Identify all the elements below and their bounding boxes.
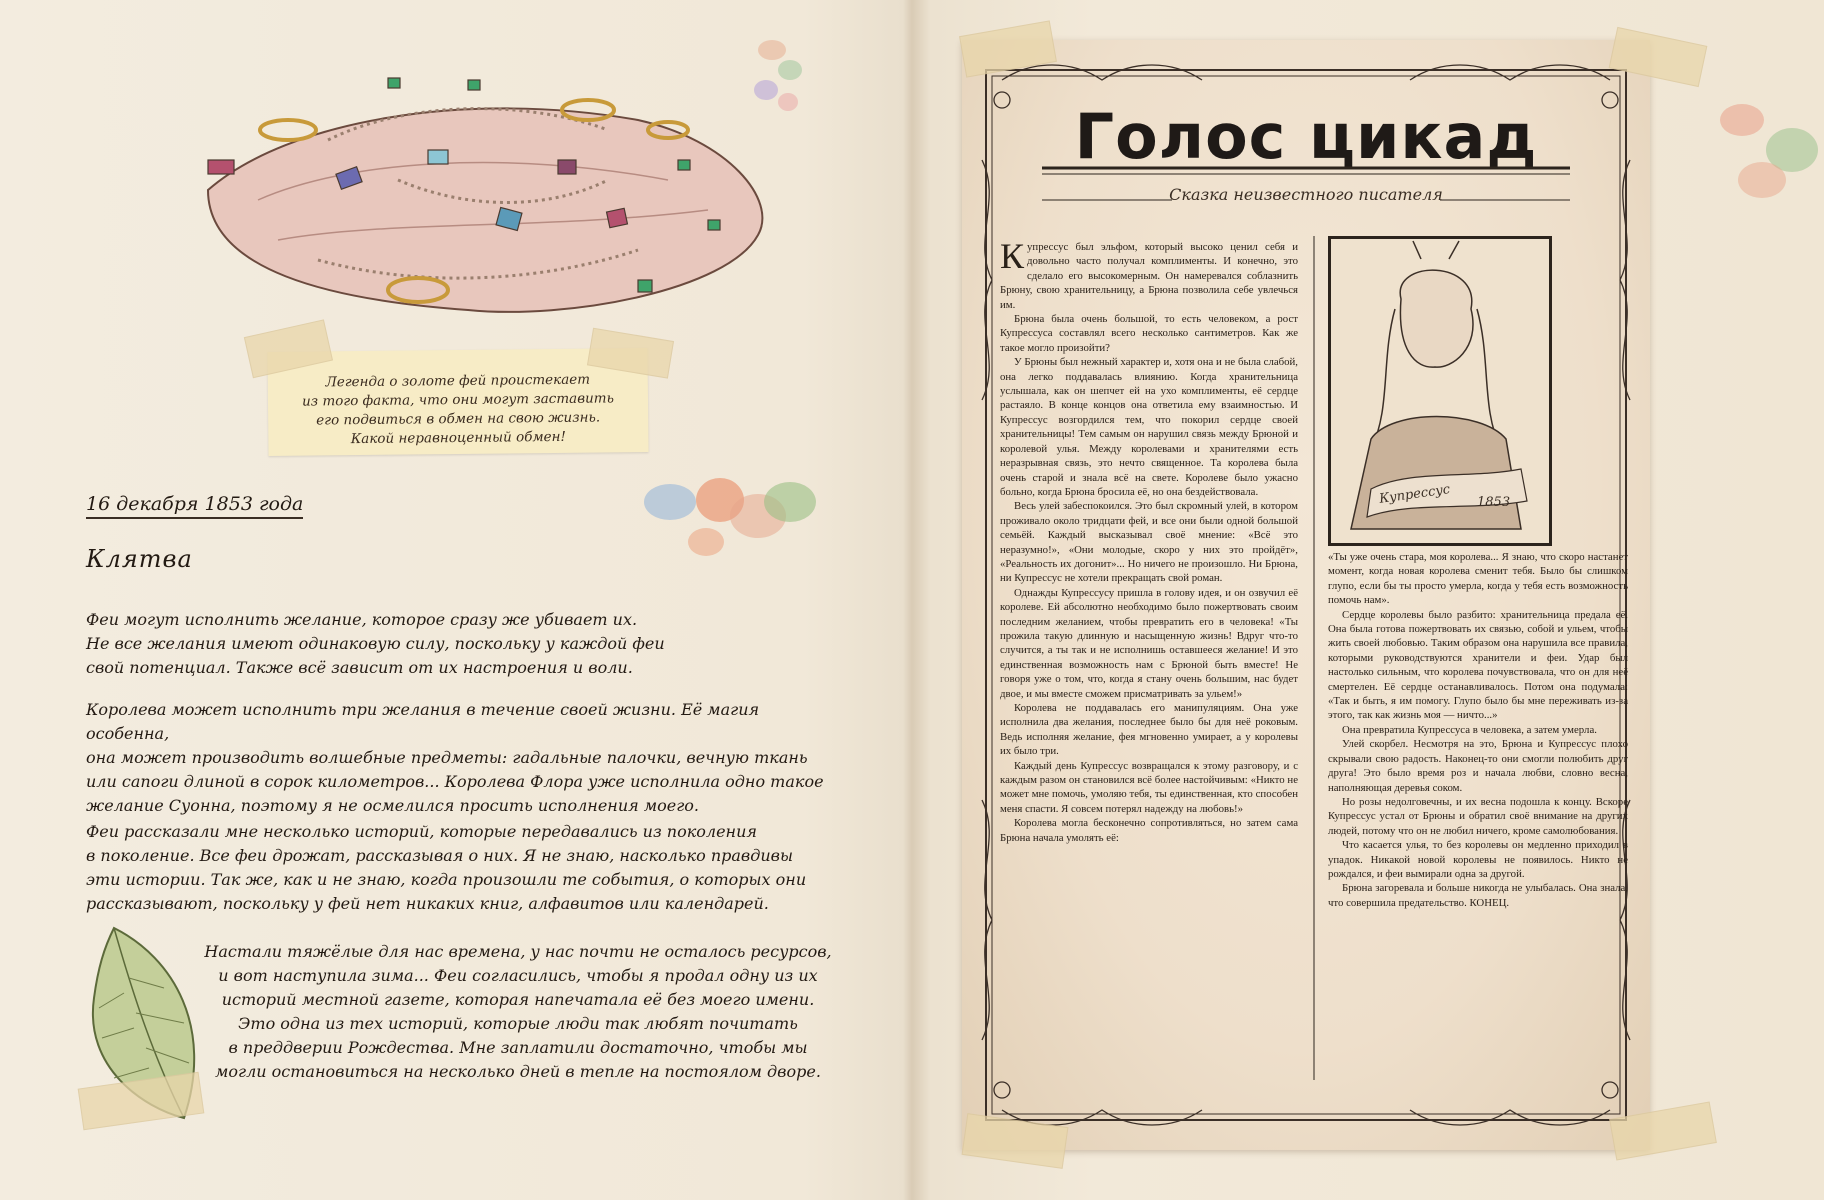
fairy-treasure-illustration bbox=[168, 60, 788, 360]
drop-cap: К bbox=[1000, 236, 1025, 276]
article-paragraph: У Брюны был нежный характер и, хотя она и не была слабой, она легко поддавалась влиянию. Когда хранительница услышала, как он шепчет ей на ухо комплименты, её сердце растаяло. В конце концов она ответила ему взаимностью. И Купрессус возгордился тем, что покорил сердце своей хранительницы! Тем самым он нарушил связь между Брюной и королевой улья. Между королевами и хранителями есть неразрывная связь, это нечто священное. Та королева была очень старой и знала всё на свете. Королеве было ужасно больно, когда Брюна бросила её, но она бездействовала. bbox=[1000, 356, 1298, 498]
story-subtitle: Сказка неизвестного писателя bbox=[1169, 185, 1443, 204]
diary-heading: Клятва bbox=[86, 545, 193, 573]
article-paragraph: Улей скорбел. Несмотря на это, Брюна и Купрессус плохо скрывали свою радость. Наконец-то они смогли полюбить друг друга! Это было время роз и начала любви, словно весна, наполняющая деревья соком. bbox=[1328, 738, 1628, 794]
elf-portrait bbox=[1328, 236, 1552, 546]
caption-note bbox=[267, 348, 648, 456]
article-paragraph: «Ты уже очень стара, моя королева... Я знаю, что скоро настанет момент, когда новая королева сменит тебя. Было бы слишком глупо, если бы ты просто умерла, когда у тебя есть возможность помочь нам». bbox=[1328, 551, 1628, 607]
article-paragraph: Весь улей забеспокоился. Это был скромный улей, в котором проживало около тридцати фей, и все они были одной большой семьёй. Каждый высказывал своё мнение: «Всё это неразумно!», «Они молодые, скоро у них это пройдёт», «Реальность их догонит»... Но ничего не произошло. Ни Брюна, ни Купрессус не хотели прекращать свой роман. bbox=[1000, 500, 1298, 585]
article-paragraph: Брюна была очень большой, то есть человеком, а рост Купрессуса составлял всего несколько сантиметров. Как же такое могло произойти? bbox=[1000, 313, 1298, 354]
article-paragraph: Однажды Купрессусу пришла в голову идея, и он озвучил её королеве. Ей абсолютно необходимо было пожертвовать своим последним желанием, чтобы превратить его в человека! «Ты прожила такую длинную и насыщенную жизнь! Вдруг что-то случится, а ты так и не исполнишь оставшееся желание! И это единственная возможность нам с Брюной быть вместе! Не говоря уже о том, что, когда я стану очень большим, нас будет двое, и мы вместе сможем присматривать за ульем!» bbox=[1000, 586, 1298, 700]
diary-paragraph: Феи рассказали мне несколько историй, которые передавались из поколения в поколение. Все феи дрожат, рассказывая о них. Я не знаю, насколько правдивы эти истории. Так же, как и не знаю, когда произошли те события, о которых они рассказывают, поскольку у фей нет никаких книг, алфавитов или календарей. bbox=[86, 822, 807, 913]
caption-text: Легенда о золоте фей проистекает из того факта, что они могут заставить его подвиться в обмен на свою жизнь. Какой неравноценный обмен! bbox=[301, 371, 614, 448]
diary-paragraph: Королева может исполнить три желания в течение своей жизни. Её магия особенна, она может производить волшебные предметы: гадальные палочки, вечную ткань или сапоги длиной в сорок километров... Королева Флора уже исполнила одно такое желание Суонна, поэтому я не осмелился просить исполнения моего. bbox=[86, 700, 824, 815]
watercolor-splash-right bbox=[1702, 90, 1824, 230]
article-paragraph: Она превратила Купрессуса в человека, а затем умерла. bbox=[1342, 723, 1597, 736]
story-title: Голос цикад bbox=[1074, 100, 1538, 173]
article-column-right bbox=[1328, 550, 1628, 910]
diary-paragraph: Настали тяжёлые для нас времена, у нас почти не осталось ресурсов, и вот наступила зима... Феи согласились, чтобы я продал одну из их историй местной газете, которая напечатала её без моего имени. Это одна из тех историй, которые люди так любят почитать в преддверии Рождества. Мне заплатили достаточно, чтобы мы могли остановиться на несколько дней в тепле на постоялом дворе. bbox=[204, 942, 832, 1081]
article-paragraph: Что касается улья, то без королевы он медленно приходил в упадок. Никакой новой королевы не появилось. Никто не рождался, и феи вымирали одна за другой. bbox=[1328, 839, 1628, 880]
article-column-left bbox=[1000, 236, 1298, 845]
right-page bbox=[912, 0, 1824, 1200]
portrait-label: Купрессус bbox=[1378, 482, 1452, 507]
article-paragraph: Королева не поддавалась его манипуляциям. Она уже исполнила два желания, последнее было бы для неё роковым. Ведь исполняя желание, фея мгновенно умирает, а у королевы их было три. bbox=[1000, 702, 1298, 758]
article-paragraph: Купрессус был эльфом, который высоко ценил себя и довольно часто получал комплименты. И конечно, это сделало его высокомерным. Он намеревался соблазнить Брюну, свою хранительницу, а Брюна позволила себе увлечься им. bbox=[1000, 236, 1298, 311]
newspaper-clipping bbox=[962, 40, 1650, 1150]
watercolor-splash-mid bbox=[640, 452, 840, 572]
article-paragraph: Каждый день Купрессус возвращался к этому разговору, и с каждым разом он становился всё более настойчивым: «Никто не может мне помочь, умоляю тебя, ты единственная, кто способен меня спасти. Я совсем потерял надежду на любовь!» bbox=[1000, 759, 1298, 815]
article-paragraph: Но розы недолговечны, и их весна подошла к концу. Вскоре Купрессус устал от Брюны и обратил своё внимание на других людей, потому что он не любил ничего, кроме самолюбования. bbox=[1328, 795, 1628, 837]
diary-paragraph: Феи могут исполнить желание, которое сразу же убивает их. Не все желания имеют одинаковую силу, поскольку у каждой феи свой потенциал. Также всё зависит от их настроения и воли. bbox=[86, 610, 665, 677]
article-paragraph: Сердце королевы было разбито: хранительница предала её. Она была готова пожертвовать их связью, собой и ульем, чтобы жить своей любовью. Таким образом она нарушила все правила, которыми руководствуются хранители и феи. Удар был настолько сильным, что королева почувствовала, что он для неё смертелен. Её сердце останавливалось. Потом она подумала: «Так и быть, я им помогу. Глупо было бы мне переживать из-за этого, так как жизнь моя — ничто...» bbox=[1328, 608, 1628, 722]
diary-date: 16 декабря 1853 года bbox=[86, 493, 303, 519]
article-paragraph: Королева могла бесконечно сопротивляться, но затем сама Брюна начала умолять её: bbox=[1000, 817, 1298, 844]
article-paragraph: Брюна загоревала и больше никогда не улыбалась. Она знала, что совершила предательство. КОНЕЦ. bbox=[1328, 882, 1628, 909]
portrait-year: 1853 bbox=[1477, 495, 1511, 510]
